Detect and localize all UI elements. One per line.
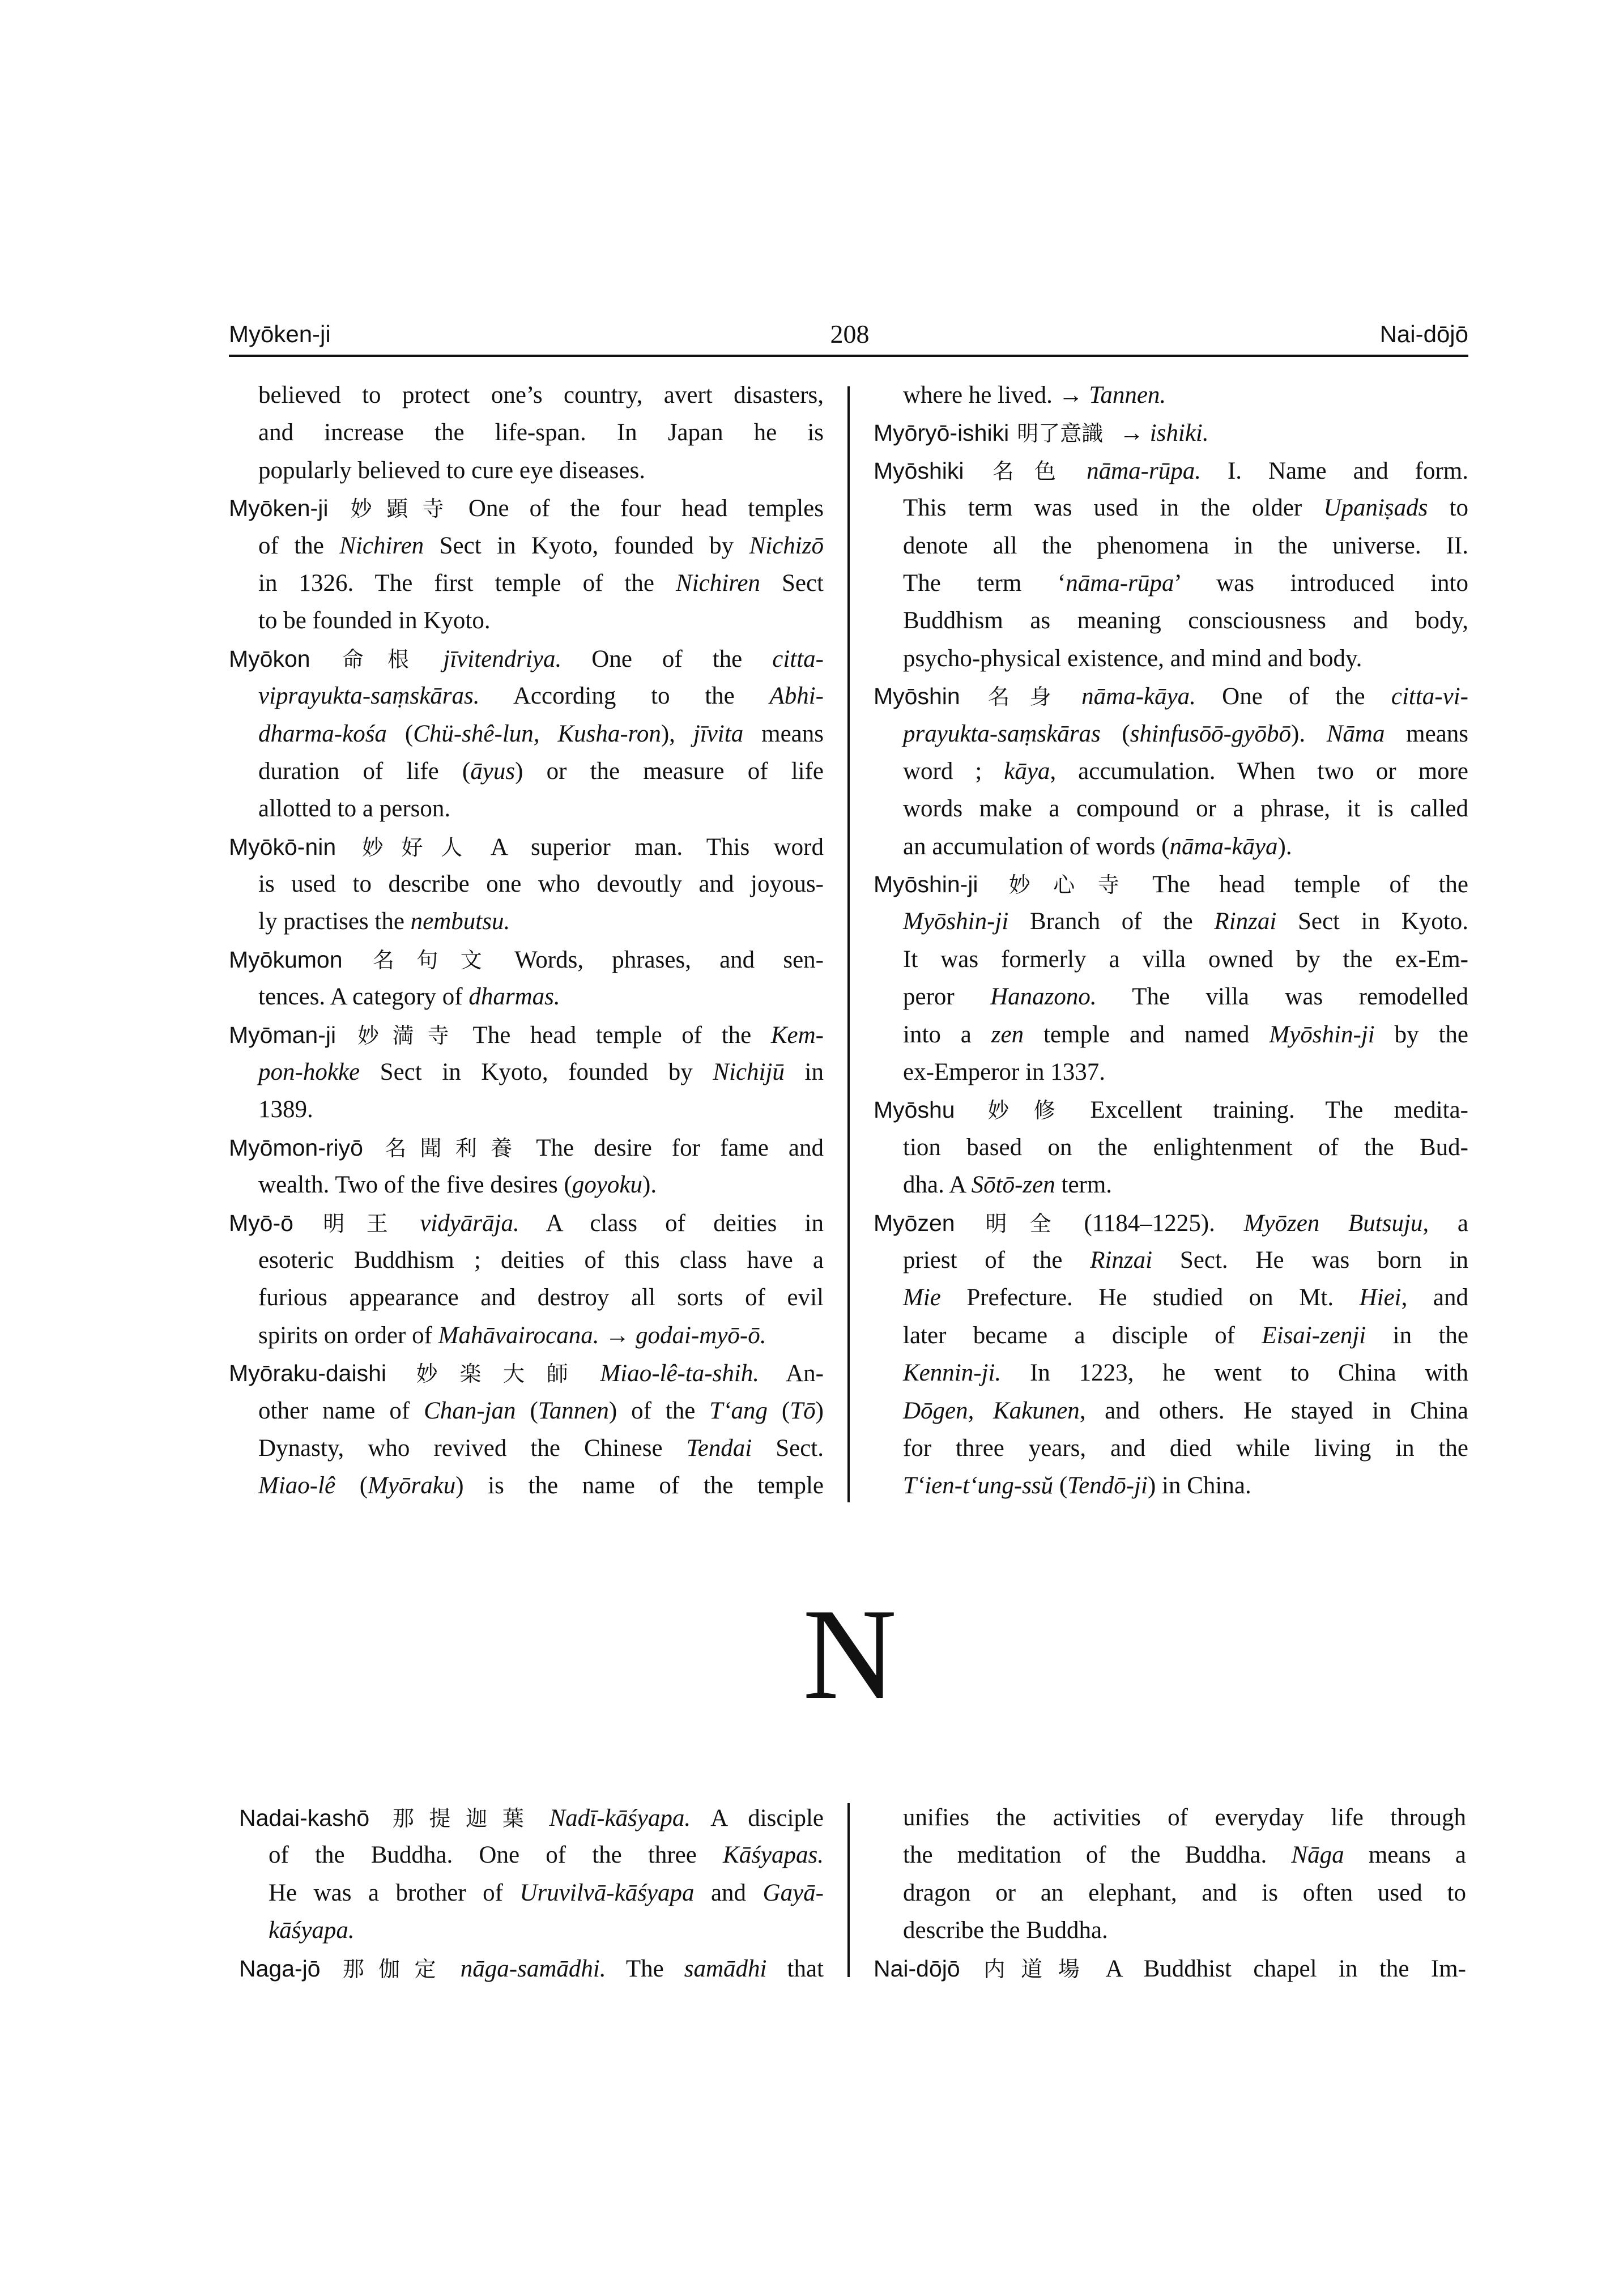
entry-text-line xyxy=(874,377,1468,414)
entry-text-line xyxy=(874,978,1468,1016)
italic-term: ishiki. xyxy=(1149,420,1209,447)
dictionary-entry-headline xyxy=(874,1091,1468,1128)
text-segment: a xyxy=(1429,1209,1468,1237)
italic-term: Nadī-kāśyapa. xyxy=(549,1805,691,1831)
entry-text-line xyxy=(229,602,824,640)
text-segment: dha. A xyxy=(903,1172,972,1199)
dictionary-entry-headline xyxy=(229,828,824,866)
entry-headword: Myōmon-riyō xyxy=(229,1134,363,1161)
italic-term: Tannen xyxy=(538,1397,609,1424)
entry-text-line xyxy=(874,941,1468,978)
section-letter: N xyxy=(802,1582,897,1726)
dictionary-entry-headline xyxy=(874,866,1468,903)
entry-headword: Myōken-ji xyxy=(229,495,329,522)
dictionary-entry-headline xyxy=(229,1354,824,1392)
entry-kanji: 明了意識 xyxy=(1017,422,1104,446)
italic-term: Myōshin-ji xyxy=(903,908,1009,935)
text-segment: wealth. Two of the five desires ( xyxy=(258,1172,572,1199)
text-segment: unifies the activities of everyday life through xyxy=(903,1804,1466,1831)
text-segment: ’ was introduced into xyxy=(1174,569,1468,597)
text-segment: → xyxy=(1113,420,1150,447)
italic-term: Hiei xyxy=(1359,1284,1402,1311)
entry-text-line xyxy=(874,1392,1468,1430)
text-segment: ly practises the xyxy=(258,908,411,935)
entry-kanji: 名聞利養 xyxy=(370,1136,526,1161)
dictionary-entry-headline xyxy=(239,1950,824,1987)
text-segment: A class of deities in xyxy=(519,1209,824,1237)
text-segment: It was formerly a villa owned by the ex-Em- xyxy=(903,945,1468,973)
italic-term: Miao-lê-ta-shih. xyxy=(600,1360,760,1387)
text-segment: where he lived. → xyxy=(903,382,1089,408)
running-head-right: Nai-dōjō xyxy=(1379,321,1468,347)
text-segment: One of the xyxy=(1195,683,1391,710)
entry-headword: Myōshin-ji xyxy=(874,871,978,898)
italic-term: shinfusōō-gyōbō xyxy=(1130,720,1292,747)
entry-text-line xyxy=(874,1430,1468,1467)
entry-kanji: 妙満寺 xyxy=(344,1024,463,1048)
entry-text-line xyxy=(874,489,1468,527)
entry-text-line xyxy=(229,1242,824,1279)
text-segment: into a xyxy=(903,1021,991,1048)
text-segment: for three years, and died while living in the xyxy=(903,1434,1468,1462)
text-segment: peror xyxy=(903,983,991,1011)
italic-term: Kem- xyxy=(770,1021,824,1049)
entry-text-line xyxy=(229,452,824,489)
text-segment: I. Name and form. xyxy=(1200,457,1468,484)
italic-term: kāśyapa. xyxy=(269,1917,355,1944)
entry-kanji: 明王 xyxy=(301,1212,410,1236)
text-segment: Sect xyxy=(760,569,824,597)
bottom-right-column xyxy=(874,1799,1466,1987)
italic-term: citta-vi- xyxy=(1391,683,1468,710)
entry-text-line xyxy=(229,1392,824,1430)
entry-text-line xyxy=(229,1317,824,1354)
entry-headword: Myōzen xyxy=(874,1209,955,1236)
italic-term: nembutsu. xyxy=(410,908,510,935)
entry-kanji: 那提迦葉 xyxy=(377,1807,539,1831)
entry-text-line xyxy=(874,1467,1468,1505)
entry-text-line xyxy=(229,715,824,753)
italic-term: Dōgen, Kakunen xyxy=(903,1397,1080,1424)
page-number: 208 xyxy=(830,320,870,348)
entry-text-line xyxy=(229,527,824,565)
italic-term: āyus xyxy=(470,757,516,785)
running-head-left: Myōken-ji xyxy=(229,321,331,347)
column-divider-top xyxy=(847,386,850,1502)
italic-term: Myōshin-ji xyxy=(1269,1021,1375,1048)
entry-text-line xyxy=(874,1242,1468,1279)
text-segment: popularly believed to cure eye diseases. xyxy=(258,457,645,484)
dictionary-entry-headline xyxy=(239,1799,824,1837)
entry-text-line xyxy=(874,1279,1468,1317)
text-segment: of the Buddha. One of the three xyxy=(269,1842,723,1869)
entry-text-line xyxy=(229,414,824,451)
text-segment: The villa was remodelled xyxy=(1096,983,1468,1011)
italic-term: Hanazono. xyxy=(990,983,1097,1011)
text-segment: means a xyxy=(1344,1842,1466,1869)
italic-term: prayukta-saṃskāras xyxy=(903,720,1101,747)
italic-term: Nichiren xyxy=(676,569,760,597)
italic-term: Mie xyxy=(903,1284,941,1311)
italic-term: citta- xyxy=(772,645,824,672)
entry-text-line xyxy=(229,866,824,903)
italic-term: Miao-lê xyxy=(258,1472,336,1500)
entry-text-line xyxy=(874,602,1468,640)
italic-term: godai-myō-ō. xyxy=(636,1322,766,1349)
dictionary-entry-headline xyxy=(874,452,1468,489)
dictionary-entry-headline xyxy=(229,1129,824,1166)
text-segment: A Buddhist chapel in the Im- xyxy=(1105,1955,1466,1982)
text-segment: A disciple xyxy=(691,1805,824,1831)
text-segment: ( xyxy=(516,1397,538,1424)
entry-text-line xyxy=(229,790,824,828)
text-segment: (1184–1225). xyxy=(1084,1209,1244,1237)
text-segment: 1389. xyxy=(258,1096,313,1123)
text-segment: ) in China. xyxy=(1147,1472,1251,1500)
entry-text-line xyxy=(874,1317,1468,1354)
text-segment: temple and named xyxy=(1024,1021,1270,1048)
text-segment: ex-Emperor in 1337. xyxy=(903,1059,1106,1086)
text-segment: and xyxy=(694,1879,763,1906)
entry-text-line xyxy=(229,1091,824,1128)
entry-text-line xyxy=(239,1875,824,1912)
entry-kanji: 内道場 xyxy=(968,1957,1096,1982)
italic-term: T‘ien-t‘ung-ssŭ xyxy=(903,1472,1054,1500)
italic-term: Kāśyapas. xyxy=(723,1842,824,1869)
entry-headword: Myōraku-daishi xyxy=(229,1360,386,1387)
text-segment: that xyxy=(766,1955,824,1982)
dictionary-entry-headline xyxy=(229,489,824,527)
entry-text-line xyxy=(229,565,824,602)
text-segment: in xyxy=(784,1059,824,1086)
entry-kanji: 妙好人 xyxy=(344,836,480,860)
dictionary-entry-headline xyxy=(229,1016,824,1054)
text-segment: Branch of the xyxy=(1008,908,1215,935)
text-segment: An- xyxy=(759,1360,824,1387)
text-segment: means xyxy=(1385,720,1468,747)
entry-text-line xyxy=(874,1875,1466,1912)
text-segment: ( xyxy=(386,720,414,747)
entry-text-line xyxy=(874,1799,1466,1837)
entry-headword: Myōkumon xyxy=(229,946,343,973)
text-segment: term. xyxy=(1055,1172,1113,1199)
italic-term: dharma-kośa xyxy=(258,720,387,747)
entry-headword: Myōkon xyxy=(229,645,310,672)
text-segment: ( xyxy=(1053,1472,1068,1500)
italic-term: zen xyxy=(991,1021,1024,1048)
italic-term: Mahāvairocana. xyxy=(438,1322,599,1349)
text-segment: Sect in Kyoto. xyxy=(1276,908,1468,935)
entry-headword: Myōryō-ishiki xyxy=(874,420,1009,446)
italic-term: vidyārāja. xyxy=(420,1209,519,1237)
text-segment: psycho-physical existence, and mind and body. xyxy=(903,645,1362,672)
entry-text-line xyxy=(239,1837,824,1874)
text-segment: word ; xyxy=(903,757,1004,785)
italic-term: nāma-rūpa. xyxy=(1087,457,1201,484)
text-segment: spirits on order of xyxy=(258,1322,438,1349)
bottom-left-column xyxy=(239,1799,824,1987)
entry-text-line xyxy=(229,1166,824,1204)
text-segment: , and others. He stayed in China xyxy=(1079,1397,1468,1424)
entry-headword: Nai-dōjō xyxy=(874,1955,960,1982)
text-segment: He was a brother of xyxy=(269,1879,520,1906)
italic-term: jīvitendriya. xyxy=(443,645,562,672)
italic-term: Upaniṣads xyxy=(1323,495,1428,522)
italic-term: Tendō-ji xyxy=(1067,1472,1148,1500)
italic-term: Gayā- xyxy=(762,1879,824,1906)
italic-term: kāya xyxy=(1004,757,1050,785)
text-segment: This term was used in the older xyxy=(903,495,1324,522)
text-segment: tences. A category of xyxy=(258,983,469,1011)
text-segment: ( xyxy=(768,1397,790,1424)
text-segment: The head temple of the xyxy=(1152,871,1468,898)
dictionary-entry-headline xyxy=(229,1204,824,1242)
text-segment: in the xyxy=(1366,1322,1468,1349)
text-segment: Excellent training. The medita- xyxy=(1090,1097,1468,1124)
italic-term: dharmas. xyxy=(468,983,560,1011)
text-segment: the meditation of the Buddha. xyxy=(903,1842,1292,1869)
text-segment: ) xyxy=(815,1397,824,1424)
entry-text-line xyxy=(874,903,1468,940)
text-segment: ). xyxy=(1291,720,1327,747)
text-segment: ( xyxy=(335,1472,368,1500)
entry-text-line xyxy=(874,527,1468,565)
text-segment: In 1223, he went to China with xyxy=(1001,1360,1468,1387)
entry-text-line xyxy=(874,640,1468,678)
dictionary-entry-headline xyxy=(874,678,1468,715)
entry-text-line xyxy=(874,1837,1466,1874)
entry-text-line xyxy=(229,1467,824,1505)
column-divider-bottom xyxy=(847,1803,850,1977)
entry-kanji: 命根 xyxy=(318,648,433,672)
entry-kanji: 妙心寺 xyxy=(986,874,1143,898)
entry-headword: Myōkō-nin xyxy=(229,833,336,860)
italic-term: nāga-samādhi. xyxy=(460,1955,606,1982)
text-segment: The head temple of the xyxy=(472,1021,771,1049)
text-segment: denote all the phenomena in the universe. II. xyxy=(903,532,1468,559)
entry-kanji: 名句文 xyxy=(350,948,505,973)
entry-kanji: 名身 xyxy=(968,685,1072,710)
entry-text-line xyxy=(229,678,824,715)
text-segment: allotted to a person. xyxy=(258,795,451,823)
text-segment: ) of the xyxy=(608,1397,710,1424)
dictionary-entry-headline xyxy=(874,1204,1468,1242)
entry-headword: Naga-jō xyxy=(239,1955,321,1982)
text-segment: One of the four head temples xyxy=(468,495,824,522)
italic-term: T‘ang xyxy=(709,1397,768,1424)
italic-term: Eisai-zenji xyxy=(1262,1322,1366,1349)
italic-term: Nichiren xyxy=(339,532,424,559)
entry-headword: Myōshu xyxy=(874,1097,955,1123)
entry-kanji: 妙顕寺 xyxy=(336,497,458,522)
entry-text-line xyxy=(229,1054,824,1091)
text-segment: ) is the name of the temple xyxy=(455,1472,824,1500)
italic-term: Uruvilvā-kāśyapa xyxy=(519,1879,695,1906)
entry-text-line xyxy=(874,1166,1468,1204)
text-segment: ). xyxy=(1277,833,1292,860)
text-segment: Buddhism as meaning consciousness and body, xyxy=(903,607,1468,634)
text-segment: by the xyxy=(1374,1021,1468,1048)
text-segment: Sect. xyxy=(752,1434,824,1462)
italic-term: Rinzai xyxy=(1214,908,1277,935)
italic-term: Tannen. xyxy=(1089,382,1166,408)
italic-term: Nichizō xyxy=(749,532,824,559)
italic-term: Tendai xyxy=(686,1434,752,1462)
dictionary-entry-headline xyxy=(229,941,824,978)
italic-term: Sōtō-zen xyxy=(971,1172,1055,1199)
italic-term: Nāma xyxy=(1326,720,1385,747)
text-segment: tion based on the enlightenment of the Bud- xyxy=(903,1134,1468,1161)
italic-term: nāma-kāya. xyxy=(1081,683,1196,710)
entry-text-line xyxy=(874,1054,1468,1091)
text-segment: The xyxy=(606,1955,684,1982)
text-segment: ( xyxy=(1100,720,1130,747)
entry-text-line xyxy=(874,715,1468,753)
entry-headword: Nadai-kashō xyxy=(239,1805,370,1831)
text-segment: believed to protect one’s country, avert disasters, xyxy=(258,382,824,408)
entry-headword: Myō-ō xyxy=(229,1209,293,1236)
italic-term: Rinzai xyxy=(1090,1246,1153,1273)
text-segment: to xyxy=(1428,495,1468,522)
text-segment: of the xyxy=(258,532,340,559)
entry-headword: Myōshin xyxy=(874,683,960,710)
italic-term: Tō xyxy=(790,1397,816,1424)
entry-headword: Myōman-ji xyxy=(229,1021,336,1048)
text-segment: Dynasty, who revived the Chinese xyxy=(258,1434,687,1462)
italic-term: Nāga xyxy=(1291,1842,1344,1869)
entry-text-line xyxy=(874,790,1468,828)
text-segment: ) or the measure of life xyxy=(515,757,824,785)
text-segment: in 1326. The first temple of the xyxy=(258,569,676,597)
text-segment: furious appearance and destroy all sorts of evil xyxy=(258,1284,824,1311)
text-segment: other name of xyxy=(258,1397,424,1424)
entry-text-line xyxy=(874,753,1468,790)
header-rule xyxy=(229,355,1468,357)
entry-text-line xyxy=(874,1016,1468,1054)
entry-text-line xyxy=(229,377,824,414)
entry-text-line xyxy=(229,978,824,1016)
entry-text-line xyxy=(874,565,1468,602)
text-segment: ). xyxy=(642,1172,657,1199)
text-segment: One of the xyxy=(561,645,773,672)
italic-term: Myōzen Butsuju, xyxy=(1243,1209,1429,1237)
italic-term: Myōraku xyxy=(368,1472,456,1500)
entry-text-line xyxy=(229,753,824,790)
italic-term: Chü-shê-lun, Kusha-ron xyxy=(413,720,661,747)
entry-headword: Myōshiki xyxy=(874,457,964,484)
entry-kanji: 妙楽大師 xyxy=(394,1362,590,1387)
italic-term: pon-hokke xyxy=(258,1059,360,1086)
entry-kanji: 那伽定 xyxy=(328,1957,450,1982)
text-segment: ), xyxy=(661,720,693,747)
entry-text-line xyxy=(229,1279,824,1317)
text-segment: later became a disciple of xyxy=(903,1322,1262,1349)
italic-term: Abhi- xyxy=(769,683,824,710)
text-segment: Sect in Kyoto, founded by xyxy=(424,532,749,559)
italic-term: Chan-jan xyxy=(424,1397,516,1424)
dictionary-entry-headline xyxy=(874,1950,1466,1987)
entry-kanji: 明全 xyxy=(962,1212,1074,1236)
text-segment: words make a compound or a phrase, it is called xyxy=(903,795,1468,823)
entry-text-line xyxy=(874,1354,1468,1392)
text-segment: and increase the life-span. In Japan he is xyxy=(258,419,824,446)
entry-text-line xyxy=(874,1912,1466,1949)
text-segment: is used to describe one who devoutly and joyous- xyxy=(258,871,824,898)
text-segment: Sect. He was born in xyxy=(1152,1246,1468,1273)
italic-term: nāma-kāya xyxy=(1169,833,1278,860)
dictionary-entry-headline xyxy=(229,640,824,678)
text-segment: Sect in Kyoto, founded by xyxy=(360,1059,713,1086)
italic-term: Nichijū xyxy=(713,1059,785,1086)
top-right-column xyxy=(874,377,1468,1505)
italic-term: goyoku xyxy=(572,1172,643,1199)
text-segment: Prefecture. He studied on Mt. xyxy=(940,1284,1360,1311)
italic-term: samādhi xyxy=(684,1955,767,1982)
text-segment: dragon or an elephant, and is often used to xyxy=(903,1879,1466,1906)
italic-term: jīvita xyxy=(693,720,744,747)
text-segment: describe the Buddha. xyxy=(903,1917,1108,1944)
text-segment: priest of the xyxy=(903,1246,1090,1273)
text-segment: means xyxy=(743,720,824,747)
text-segment: → xyxy=(599,1322,636,1349)
text-segment: The term ‘ xyxy=(903,569,1066,597)
text-segment: duration of life ( xyxy=(258,757,471,785)
text-segment: The desire for fame and xyxy=(536,1134,824,1161)
entry-text-line xyxy=(239,1912,824,1949)
text-segment: , and xyxy=(1401,1284,1468,1311)
text-segment: Words, phrases, and sen- xyxy=(514,946,824,973)
italic-term: viprayukta-saṃskāras. xyxy=(258,683,480,710)
italic-term: nāma-rūpa xyxy=(1066,569,1174,597)
top-left-column xyxy=(229,377,824,1505)
text-segment: , accumulation. When two or more xyxy=(1050,757,1468,785)
text-segment: esoteric Buddhism ; deities of this class have a xyxy=(258,1246,824,1273)
entry-text-line xyxy=(229,1430,824,1467)
dictionary-entry-headline xyxy=(874,414,1468,451)
text-segment: According to the xyxy=(479,683,770,710)
entry-text-line xyxy=(874,828,1468,866)
entry-text-line xyxy=(229,903,824,940)
entry-text-line xyxy=(874,1129,1468,1166)
entry-kanji: 妙修 xyxy=(962,1099,1080,1123)
text-segment: an accumulation of words ( xyxy=(903,833,1170,860)
text-segment: A superior man. This word xyxy=(490,833,824,861)
entry-kanji: 名色 xyxy=(972,459,1077,484)
text-segment: to be founded in Kyoto. xyxy=(258,607,491,634)
italic-term: Kennin-ji. xyxy=(903,1360,1002,1387)
